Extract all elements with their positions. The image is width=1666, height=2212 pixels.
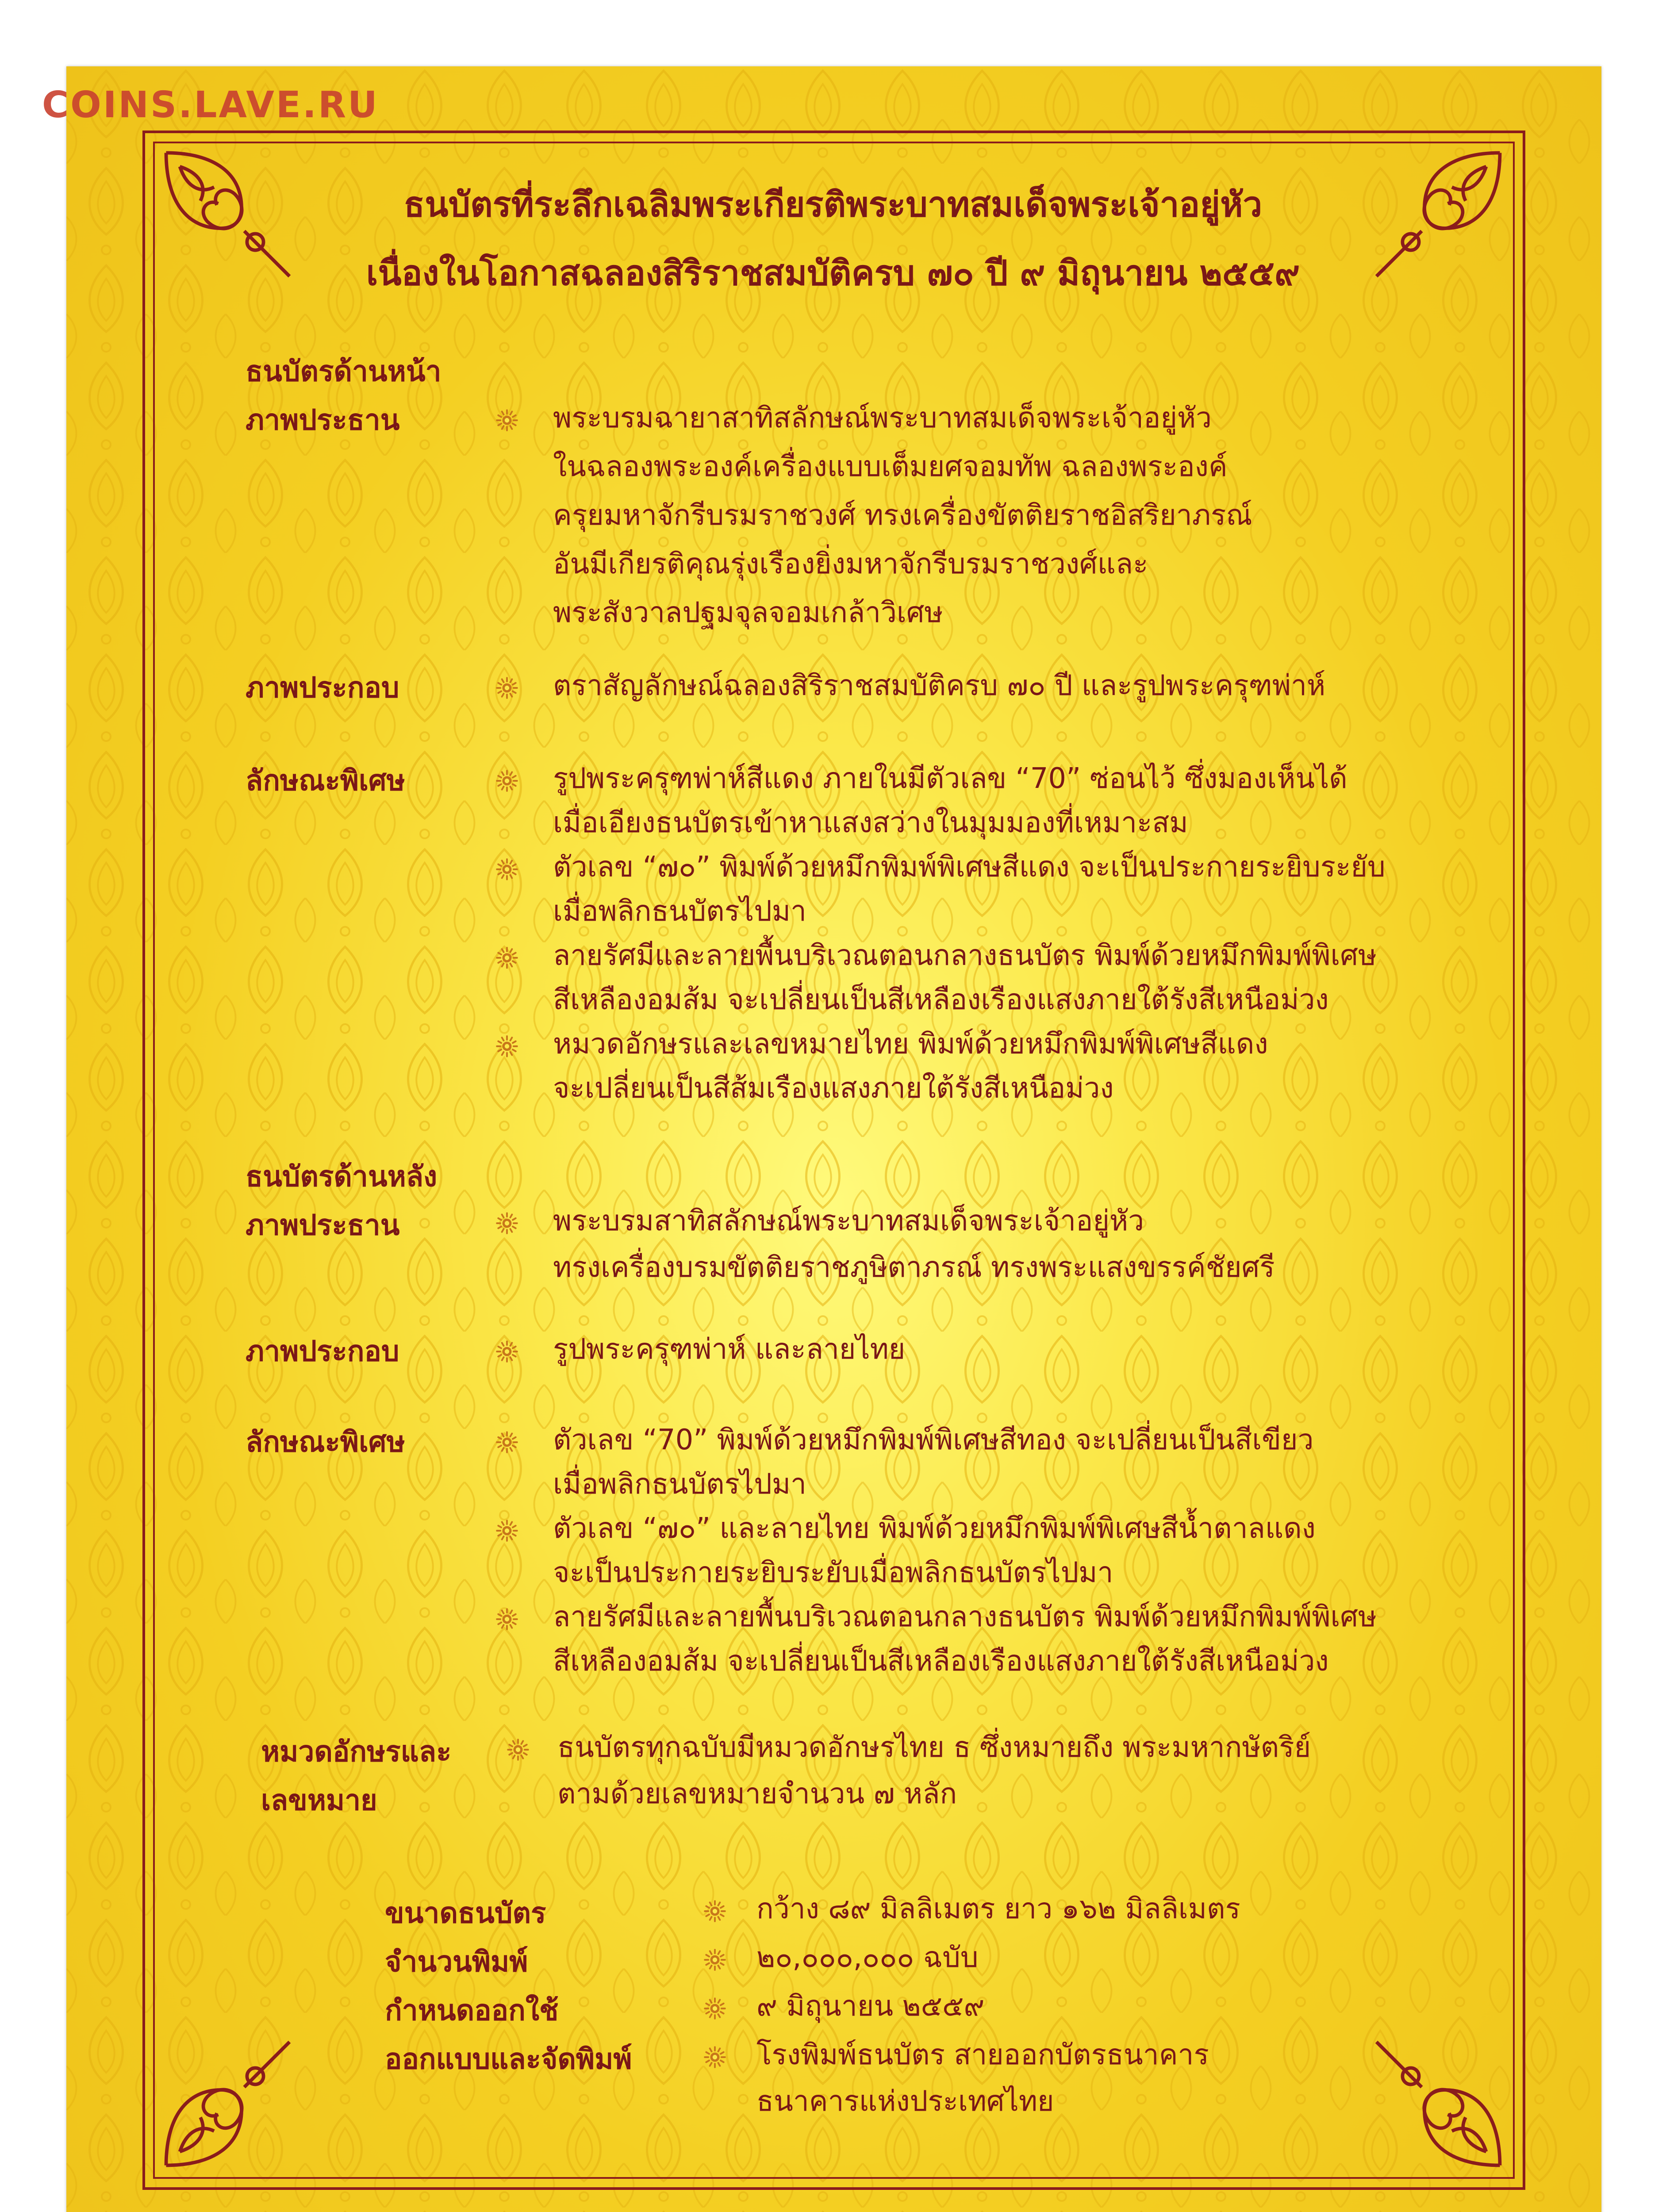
front-main-line: ครุยมหาจักรีบรมราชวงศ์ ทรงเครื่องขัตติยราชอิสริยาภรณ์ [553,499,1252,532]
bullet-icon [495,1340,518,1363]
front-main-line: พระสังวาลปฐมจุลจอมเกล้าวิเศษ [553,596,943,629]
front-main-line: อันมีเกียรติคุณรุ่งเรืองยิ่งมหาจักรีบรมราชวงศ์และ [553,548,1148,580]
back-special-item-cont: จะเป็นประกายระยิบระยับเมื่อพลิกธนบัตรไปมา [553,1556,1113,1589]
spec-label: จำนวนพิมพ์ [385,1946,528,1978]
front-component-label: ภาพประกอบ [246,672,399,704]
front-special-item: ลายรัศมีและลายพื้นบริเวณตอนกลางธนบัตร พิมพ์ด้วยหมึกพิมพ์พิเศษ [553,939,1377,972]
bullet-icon [703,1997,726,2020]
front-special-item-cont: เมื่อเอียงธนบัตรเข้าหาแสงสว่างในมุมมองที่เหมาะสม [553,806,1188,839]
watermark: COINS.LAVE.RU [42,84,379,126]
bullet-icon [495,1035,518,1058]
back-special-item-cont: เมื่อพลิกธนบัตรไปมา [553,1468,806,1501]
spec-value: ๙ มิถุนายน ๒๕๕๙ [756,1990,985,2023]
corner-ornament-bottom-right-icon [1370,2035,1507,2172]
back-special-item-cont: สีเหลืองอมส้ม จะเปลี่ยนเป็นสีเหลืองเรืองแสงภายใต้รังสีเหนือม่วง [553,1645,1329,1678]
front-special-item-cont: จะเปลี่ยนเป็นสีส้มเรืองแสงภายใต้รังสีเหนือม่วง [553,1072,1114,1105]
bullet-icon [495,769,518,792]
front-special-item: ตัวเลข “๗๐” พิมพ์ด้วยหมึกพิมพ์พิเศษสีแดง จะเป็นประกายระยิบระยับ [553,851,1386,883]
spec-value: กว้าง ๘๙ มิลลิเมตร ยาว ๑๖๒ มิลลิเมตร [756,1893,1240,1925]
spec-value: โรงพิมพ์ธนบัตร สายออกบัตรธนาคาร [756,2039,1209,2071]
spec-value-cont: ธนาคารแห่งประเทศไทย [756,2085,1054,2118]
bullet-icon [495,1212,518,1235]
back-special-label: ลักษณะพิเศษ [246,1426,405,1459]
back-heading: ธนบัตรด้านหลัง [246,1160,438,1193]
back-main-line: พระบรมสาทิสลักษณ์พระบาทสมเด็จพระเจ้าอยู่หัว [553,1205,1144,1237]
spec-label: ออกแบบและจัดพิมพ์ [385,2043,632,2076]
front-main-line: พระบรมฉายาสาทิสลักษณ์พระบาทสมเด็จพระเจ้าอยู่หัว [553,402,1212,434]
front-special-label: ลักษณะพิเศษ [246,764,405,797]
serial-label-cont: เลขหมาย [261,1784,377,1817]
bullet-icon [507,1738,530,1761]
serial-line: ธนบัตรทุกฉบับมีหมวดอักษรไทย ธ ซึ่งหมายถึง พระมหากษัตริย์ [557,1731,1311,1764]
bullet-icon [703,1948,726,1971]
bullet-icon [495,409,518,432]
back-special-item: ตัวเลข “๗๐” และลายไทย พิมพ์ด้วยหมึกพิมพ์พิเศษสีน้ำตาลแดง [553,1512,1316,1545]
bullet-icon [495,676,518,699]
front-special-item: รูปพระครุฑพ่าห์สีแดง ภายในมีตัวเลข “70” ซ่อนไว้ ซึ่งมองเห็นได้ [553,762,1347,795]
spec-label: ขนาดธนบัตร [385,1897,546,1930]
bullet-icon [703,2046,726,2069]
back-special-item: ตัวเลข “70” พิมพ์ด้วยหมึกพิมพ์พิเศษสีทอง จะเปลี่ยนเป็นสีเขียว [553,1424,1314,1456]
title-line-2: เนื่องในโอกาสฉลองสิริราชสมบัติครบ ๗๐ ปี ๙ มิถุนายน ๒๕๕๙ [366,253,1300,293]
title-line-1: ธนบัตรที่ระลึกเฉลิมพระเกียรติพระบาทสมเด็จพระเจ้าอยู่หัว [403,185,1263,225]
back-component-label: ภาพประกอบ [246,1335,399,1368]
back-component-text: รูปพระครุฑพ่าห์ และลายไทย [553,1333,906,1366]
back-main-line: ทรงเครื่องบรมขัตติยราชภูษิตาภรณ์ ทรงพระแสงขรรค์ชัยศรี [553,1251,1275,1284]
front-special-item: หมวดอักษรและเลขหมายไทย พิมพ์ด้วยหมึกพิมพ์พิเศษสีแดง [553,1028,1268,1060]
back-main-label: ภาพประธาน [246,1209,400,1242]
spec-value: ๒๐,๐๐๐,๐๐๐ ฉบับ [756,1941,979,1974]
bullet-icon [495,1608,518,1631]
front-special-item-cont: เมื่อพลิกธนบัตรไปมา [553,895,806,928]
spec-label: กำหนดออกใช้ [385,1994,559,2027]
front-component-text: ตราสัญลักษณ์ฉลองสิริราชสมบัติครบ ๗๐ ปี และรูปพระครุฑพ่าห์ [553,669,1326,702]
front-special-item-cont: สีเหลืองอมส้ม จะเปลี่ยนเป็นสีเหลืองเรืองแสงภายใต้รังสีเหนือม่วง [553,983,1329,1016]
bullet-icon [495,1431,518,1454]
front-main-label: ภาพประธาน [246,404,400,437]
bullet-icon [495,1519,518,1542]
back-special-item: ลายรัศมีและลายพื้นบริเวณตอนกลางธนบัตร พิมพ์ด้วยหมึกพิมพ์พิเศษ [553,1601,1377,1633]
bullet-icon [703,1900,726,1923]
front-main-line: ในฉลองพระองค์เครื่องแบบเต็มยศจอมทัพ ฉลองพระองค์ [553,450,1228,483]
serial-line: ตามด้วยเลขหมายจำนวน ๗ หลัก [557,1778,957,1810]
bullet-icon [495,946,518,969]
corner-ornament-bottom-left-icon [159,2035,296,2172]
bullet-icon [495,858,518,881]
front-heading: ธนบัตรด้านหน้า [246,355,441,388]
serial-label: หมวดอักษรและ [261,1736,452,1768]
